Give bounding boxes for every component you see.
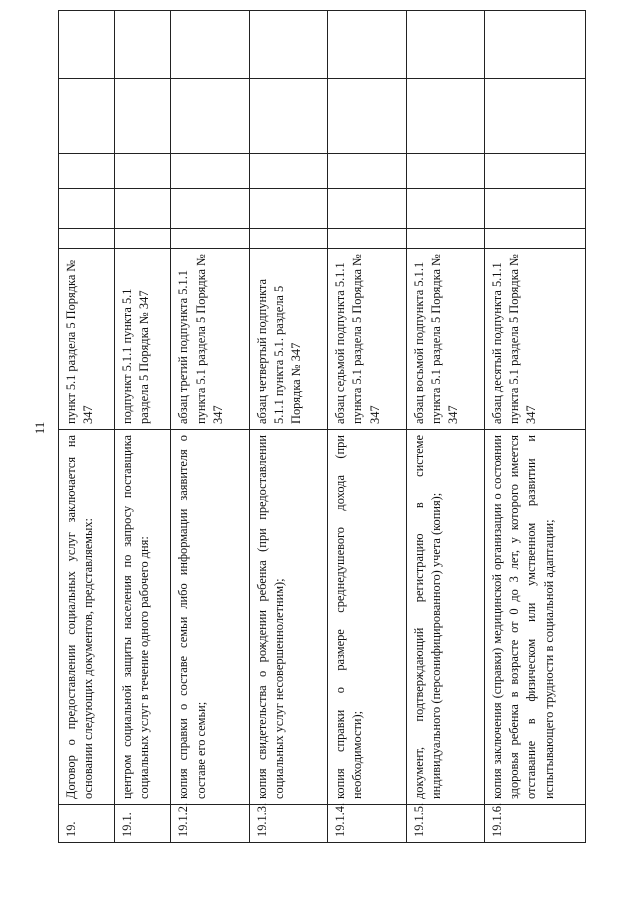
row-reference: подпункт 5.1.1 пункта 5.1 раздела 5 Порядка № 347 [115,249,171,430]
table-row [115,11,171,843]
empty-cell [171,154,249,189]
row-reference: абзац седьмой подпункта 5.1.1 пункта 5.1 раздела 5 Порядка № 347 [328,249,406,430]
row-reference: абзац десятый подпункта 5.1.1 пункта 5.1 раздела 5 Порядка № 347 [485,249,586,430]
empty-cell [249,229,327,249]
empty-cell [406,154,484,189]
table-row [406,11,484,843]
empty-cell [115,229,171,249]
empty-cell [406,11,484,79]
empty-cell [171,189,249,229]
empty-cell [328,229,406,249]
empty-cell [59,189,115,229]
table-row [249,11,327,843]
empty-cell [328,79,406,154]
empty-cell [328,154,406,189]
empty-cell [171,11,249,79]
empty-cell [406,229,484,249]
row-number: 19.1.2. [171,805,249,843]
row-number: 19. [59,805,115,843]
empty-cell [406,79,484,154]
empty-cell [115,154,171,189]
empty-cell [249,11,327,79]
row-description: копия справки о размере среднедушевого дохода (при необходимости); [328,430,406,805]
empty-cell [171,79,249,154]
empty-cell [485,229,586,249]
empty-cell [115,11,171,79]
empty-cell [59,11,115,79]
empty-cell [59,154,115,189]
empty-cell [485,79,586,154]
empty-cell [59,229,115,249]
empty-cell [171,229,249,249]
row-number: 19.1.5. [406,805,484,843]
row-description: копия свидетельства о рождении ребенка (при предоставлении социальных услуг несовершеннолетним); [249,430,327,805]
row-reference: абзац четвертый подпункта 5.1.1 пункта 5.1. раздела 5 Порядка № 347 [249,249,327,430]
row-description: центром социальной защиты населения по запросу поставщика социальных услуг в течение одного рабочего дня: [115,430,171,805]
row-description: копия заключения (справки) медицинской организации о состоянии здоровья ребенка в возрасте от 0 до 3 лет, у которого имеется отставание в физическом или умственном развитии и испытывающего трудности в социальной адаптации; [485,430,586,805]
empty-cell [485,154,586,189]
empty-cell [485,11,586,79]
row-number: 19.1.4. [328,805,406,843]
row-number: 19.1.6. [485,805,586,843]
row-number: 19.1.3. [249,805,327,843]
requirements-table [58,10,586,843]
empty-cell [328,189,406,229]
empty-cell [249,154,327,189]
empty-cell [59,79,115,154]
table-row [59,11,115,843]
empty-cell [249,189,327,229]
row-description: копия справки о составе семьи либо информации заявителя о составе его семьи; [171,430,249,805]
empty-cell [328,11,406,79]
empty-cell [406,189,484,229]
row-reference: пункт 5.1 раздела 5 Порядка № 347 [59,249,115,430]
rotated-page [58,11,586,843]
row-description: документ, подтверждающий регистрацию в системе индивидуального (персонифицированного) учета (копия); [406,430,484,805]
table-row [171,11,249,843]
page-number: 11 [32,421,47,435]
empty-cell [249,79,327,154]
empty-cell [115,79,171,154]
row-reference: абзац восьмой подпункта 5.1.1 пункта 5.1 раздела 5 Порядка № 347 [406,249,484,430]
table-row [485,11,586,843]
empty-cell [485,189,586,229]
empty-cell [115,189,171,229]
row-number: 19.1. [115,805,171,843]
table-row [328,11,406,843]
row-description: Договор о предоставлении социальных услуг заключается на основании следующих документов, представляемых: [59,430,115,805]
row-reference: абзац третий подпункта 5.1.1 пункта 5.1 раздела 5 Порядка № 347 [171,249,249,430]
